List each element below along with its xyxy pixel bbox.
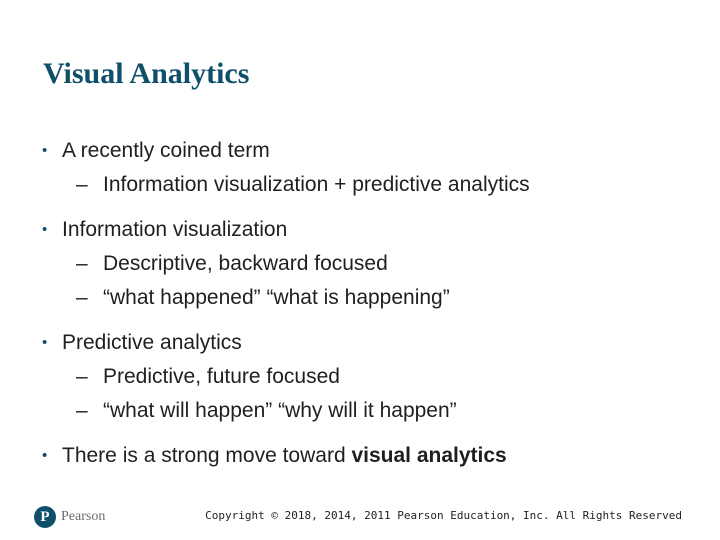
bullet-item [42,326,702,360]
sub-bullet-item [42,247,702,281]
slide-title: Visual Analytics [43,57,250,90]
pearson-logo [34,505,105,529]
pearson-wordmark: Pearson [61,509,106,524]
dash-icon: – [76,286,88,309]
dash-icon: – [76,399,88,422]
pearson-logo-icon: P [34,506,56,528]
bullet-text: There is a strong move toward [62,444,352,467]
sub-bullet-item [42,168,702,202]
bullet-text: A recently coined term [62,139,270,162]
sub-bullet-text: Predictive, future focused [103,365,340,388]
dash-icon: – [76,173,88,196]
bullet-section [42,213,702,315]
bullet-icon: • [42,221,48,238]
copyright-notice: Copyright © 2018, 2014, 2011 Pearson Education, Inc. All Rights Reserved [205,509,682,522]
sub-bullet-text: Descriptive, backward focused [103,252,388,275]
bullet-icon: • [42,334,48,351]
bullet-item [42,439,702,473]
bullet-item [42,134,702,168]
sub-bullet-text: Information visualization + predictive analytics [103,173,530,196]
bullet-text-emphasis: visual analytics [351,444,507,467]
sub-bullet-text: “what happened” “what is happening” [103,286,450,309]
dash-icon: – [76,252,88,275]
sub-bullet-item [42,281,702,315]
bullet-list [42,134,702,473]
bullet-icon: • [42,142,48,159]
bullet-item [42,213,702,247]
bullet-section [42,134,702,202]
sub-bullet-item [42,394,702,428]
sub-bullet-text: “what will happen” “why will it happen” [103,399,457,422]
bullet-text: Information visualization [62,218,288,241]
bullet-text: Predictive analytics [62,331,242,354]
bullet-icon: • [42,447,48,464]
bullet-section [42,326,702,428]
sub-bullet-item [42,360,702,394]
bullet-section [42,439,702,473]
dash-icon: – [76,365,88,388]
